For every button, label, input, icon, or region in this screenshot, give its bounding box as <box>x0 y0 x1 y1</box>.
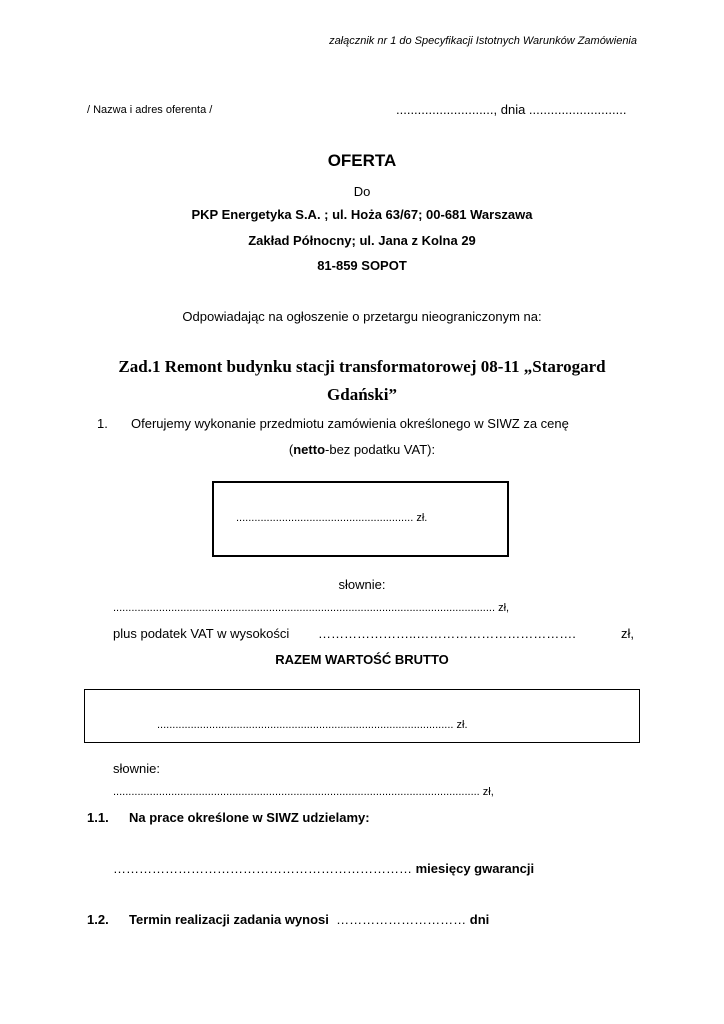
section-1-1-text: Na prace określone w SIWZ udzielamy: <box>129 810 370 825</box>
recipient-line-1: PKP Energetyka S.A. ; ul. Hoża 63/67; 00-681 Warszawa <box>191 207 533 222</box>
item-1-text: Oferujemy wykonanie przedmiotu zamówienia określonego w SIWZ za cenę <box>131 416 569 431</box>
item-1-netto-note: (netto-bez podatku VAT): <box>288 442 436 457</box>
intro-text: Odpowiadając na ogłoszenie o przetargu nieograniczonym na: <box>182 309 542 324</box>
bidder-name-label: / Nazwa i adres oferenta / <box>87 104 213 116</box>
section-1-2-number: 1.2. <box>87 912 109 927</box>
recipient-line-2: Zakład Północny; ul. Jana z Kolna 29 <box>248 233 476 248</box>
to-label: Do <box>353 184 371 199</box>
completion-term-line: Termin realizacji zadania wynosi ………………………… dni <box>129 912 490 927</box>
recipient-line-3: 81-859 SOPOT <box>317 258 407 273</box>
gross-price-box[interactable] <box>84 689 640 743</box>
gross-price-field: ................................................................................................. zł. <box>157 719 468 731</box>
vat-unit: zł, <box>621 626 634 641</box>
in-words-label-1: słownie: <box>338 577 386 592</box>
task-title-line-2: Gdański” <box>327 385 397 404</box>
vat-dots: …………………..………………………………. <box>318 626 576 641</box>
header-note: załącznik nr 1 do Specyfikacji Istotnych Warunków Zamówienia <box>329 35 637 47</box>
warranty-months-line: …………………………………………………………… miesięcy gwarancji <box>113 861 535 876</box>
in-words-line-2: ........................................................................................................................ zł, <box>113 786 494 798</box>
item-1-number: 1. <box>97 416 108 431</box>
task-title-line-1: Zad.1 Remont budynku stacji transformatorowej 08-11 „Starogard <box>118 357 606 376</box>
document-title: OFERTA <box>327 151 397 170</box>
gross-value-title: RAZEM WARTOŚĆ BRUTTO <box>275 652 449 667</box>
in-words-line-1: ............................................................................................................................. zł, <box>113 602 510 614</box>
section-1-1-number: 1.1. <box>87 810 109 825</box>
net-price-box[interactable] <box>212 481 509 557</box>
place-date-line: ..........................., dnia ........................... <box>396 102 627 117</box>
net-price-field: .......................................................... zł. <box>236 512 428 524</box>
vat-label: plus podatek VAT w wysokości <box>113 626 290 641</box>
in-words-label-2: słownie: <box>113 761 160 776</box>
